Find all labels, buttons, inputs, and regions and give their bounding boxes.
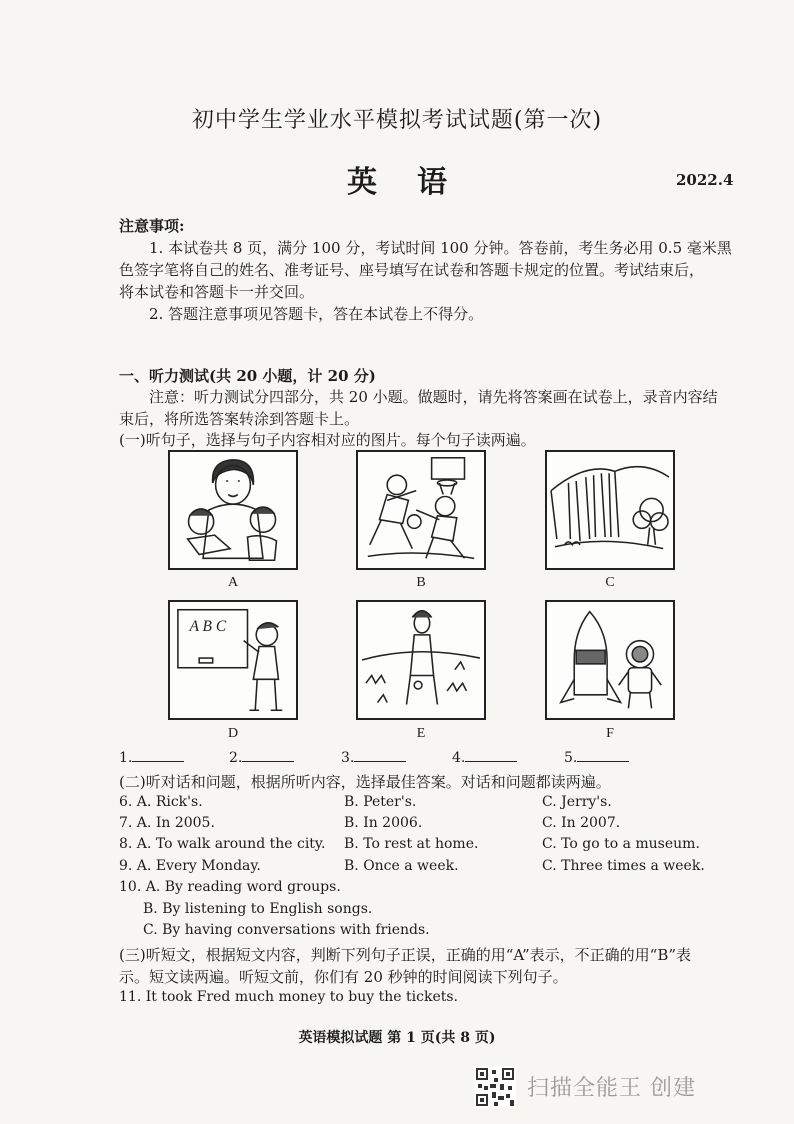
option-b: B. To rest at home.	[344, 836, 479, 852]
part3-instruction: (三)听短文，根据短文内容，判断下列句子正误，正确的用“A”表示，不正确的用“B”表	[119, 946, 692, 964]
picture-label: A	[227, 575, 239, 590]
answer-blank[interactable]: 4.	[452, 749, 517, 766]
section1-intro: 注意：听力测试分四部分，共 20 小题。做题时，请先将答案画在试卷上，录音内容结	[149, 388, 718, 406]
picture-d	[168, 600, 298, 720]
question-11: 11. It took Fred much money to buy the tickets.	[119, 989, 459, 1005]
exam-date: 2022.4	[676, 171, 734, 189]
option-a: 9. A. Every Monday.	[119, 858, 261, 874]
notice-line: 2. 答题注意事项见答题卡，答在本试卷上不得分。	[149, 305, 484, 323]
picture-label: B	[416, 575, 426, 590]
answer-blank[interactable]: 2.	[229, 749, 294, 766]
blackboard-icon	[170, 602, 296, 718]
notice-line: 1. 本试卷共 8 页，满分 100 分，考试时间 100 分钟。答卷前，考生务必用 0.5 毫米黑	[149, 239, 732, 257]
option-c: C. By having conversations with friends.	[143, 922, 430, 938]
basketball-icon	[358, 452, 484, 568]
waterfall-icon	[547, 452, 673, 568]
picture-label: E	[416, 726, 426, 741]
option-b: B. By listening to English songs.	[143, 901, 373, 917]
qr-code-icon	[474, 1066, 516, 1108]
option-a: 10. A. By reading word groups.	[119, 879, 341, 895]
page-footer: 英语模拟试题 第 1 页(共 8 页)	[298, 1030, 496, 1046]
notice-heading: 注意事项:	[119, 217, 185, 235]
watermark-text: 扫描全能王 创建	[527, 1076, 696, 1101]
answer-blank[interactable]: 5.	[564, 749, 629, 766]
section1-heading: 一、听力测试(共 20 小题，计 20 分)	[119, 367, 376, 385]
astronaut-rocket-icon	[547, 602, 673, 718]
option-c: C. To go to a museum.	[542, 836, 700, 852]
option-c: C. Three times a week.	[542, 858, 705, 874]
section1-intro: 束后，将所选答案转涂到答题卡上。	[119, 410, 360, 428]
picture-f	[545, 600, 675, 720]
answer-blank[interactable]: 1.	[119, 749, 184, 766]
picture-label: C	[605, 575, 615, 590]
answer-blank[interactable]: 3.	[341, 749, 406, 766]
option-a: 8. A. To walk around the city.	[119, 836, 326, 852]
picture-b	[356, 450, 486, 570]
notice-line: 将本试卷和答题卡一并交回。	[119, 283, 315, 301]
part1-instruction: (一)听句子，选择与句子内容相对应的图片。每个句子读两遍。	[119, 431, 536, 449]
woman-in-field-icon	[358, 602, 484, 718]
notice-line: 色签字笔将自己的姓名、准考证号、座号填写在试卷和答题卡规定的位置。考试结束后，	[119, 261, 705, 279]
option-c: C. In 2007.	[542, 815, 621, 831]
picture-e	[356, 600, 486, 720]
teacher-with-children-icon	[170, 452, 296, 568]
svg-text:A B C: A B C	[189, 618, 227, 635]
part2-instruction: (二)听对话和问题，根据所听内容，选择最佳答案。对话和问题都读两遍。	[119, 773, 611, 791]
option-b: B. In 2006.	[344, 815, 423, 831]
option-a: 6. A. Rick's.	[119, 794, 203, 810]
picture-a	[168, 450, 298, 570]
option-c: C. Jerry's.	[542, 794, 612, 810]
part3-instruction: 示。短文读两遍。听短文前，你们有 20 秒钟的时间阅读下列句子。	[119, 968, 568, 986]
exam-title: 初中学生学业水平模拟考试试题(第一次)	[191, 108, 603, 133]
picture-c	[545, 450, 675, 570]
picture-label: F	[606, 726, 614, 741]
option-b: B. Once a week.	[344, 858, 459, 874]
picture-label: D	[227, 726, 239, 741]
subject-title: 英语	[347, 165, 487, 200]
option-a: 7. A. In 2005.	[119, 815, 215, 831]
option-b: B. Peter's.	[344, 794, 417, 810]
